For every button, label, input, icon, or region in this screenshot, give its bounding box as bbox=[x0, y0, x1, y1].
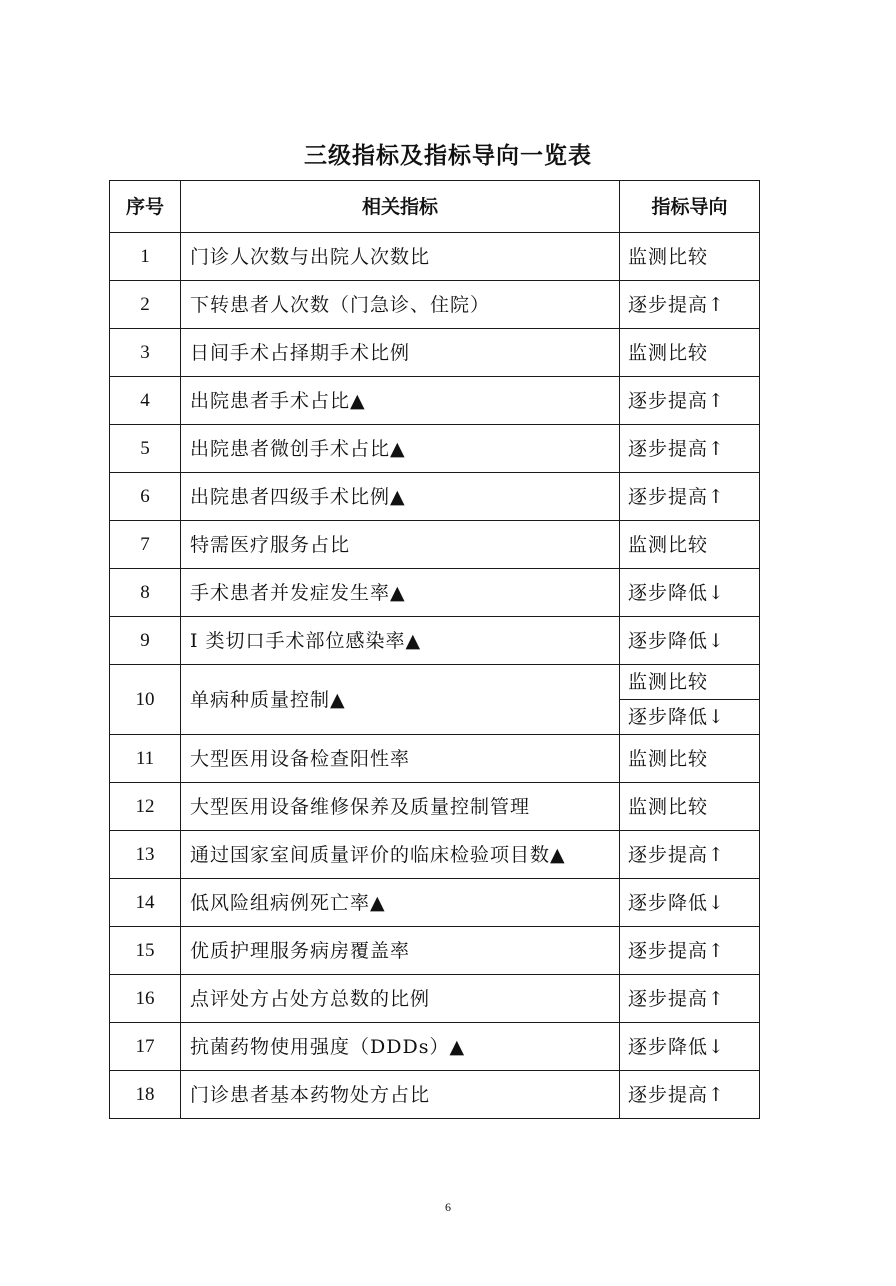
row-indicator: 门诊人次数与出院人次数比 bbox=[181, 233, 620, 281]
row-seq: 4 bbox=[110, 377, 181, 425]
indicator-table-body bbox=[110, 181, 760, 1119]
row-direction: 逐步提高↑ bbox=[620, 975, 760, 1023]
header-indicator: 相关指标 bbox=[181, 181, 620, 233]
table-row bbox=[110, 425, 760, 473]
row-indicator: 出院患者微创手术占比▲ bbox=[181, 425, 620, 473]
row-indicator: 大型医用设备检查阳性率 bbox=[181, 735, 620, 783]
row-indicator: 出院患者四级手术比例▲ bbox=[181, 473, 620, 521]
row-direction: 逐步降低↓ bbox=[620, 617, 760, 665]
row-seq: 8 bbox=[110, 569, 181, 617]
row-direction: 逐步降低↓ bbox=[620, 1023, 760, 1071]
table-row bbox=[110, 521, 760, 569]
table-row bbox=[110, 975, 760, 1023]
row-indicator: 特需医疗服务占比 bbox=[181, 521, 620, 569]
page-title: 三级指标及指标导向一览表 bbox=[304, 143, 592, 169]
row-seq: 10 bbox=[110, 665, 181, 735]
table-row bbox=[110, 281, 760, 329]
row-indicator: 手术患者并发症发生率▲ bbox=[181, 569, 620, 617]
row-direction: 监测比较 bbox=[620, 329, 760, 377]
row-indicator: 门诊患者基本药物处方占比 bbox=[181, 1071, 620, 1119]
row-indicator: 日间手术占择期手术比例 bbox=[181, 329, 620, 377]
row-indicator: 单病种质量控制▲ bbox=[181, 665, 620, 735]
header-direction: 指标导向 bbox=[620, 181, 760, 233]
table-row bbox=[110, 1023, 760, 1071]
table-row bbox=[110, 665, 760, 700]
row-direction: 逐步提高↑ bbox=[620, 831, 760, 879]
row-seq: 1 bbox=[110, 233, 181, 281]
row-direction: 逐步降低↓ bbox=[620, 879, 760, 927]
row-direction: 逐步提高↑ bbox=[620, 473, 760, 521]
row-direction: 监测比较 bbox=[620, 233, 760, 281]
row-indicator: I 类切口手术部位感染率▲ bbox=[181, 617, 620, 665]
page-number: 6 bbox=[445, 1200, 451, 1214]
row-direction: 逐步降低↓ bbox=[620, 569, 760, 617]
row-direction: 逐步提高↑ bbox=[620, 1071, 760, 1119]
row-direction: 监测比较 bbox=[620, 735, 760, 783]
row-direction: 逐步提高↑ bbox=[620, 377, 760, 425]
row-seq: 9 bbox=[110, 617, 181, 665]
row-direction: 逐步提高↑ bbox=[620, 425, 760, 473]
table-row bbox=[110, 329, 760, 377]
table-row bbox=[110, 377, 760, 425]
header-seq: 序号 bbox=[110, 181, 181, 233]
row-indicator: 点评处方占处方总数的比例 bbox=[181, 975, 620, 1023]
row-seq: 11 bbox=[110, 735, 181, 783]
row-direction: 逐步提高↑ bbox=[620, 281, 760, 329]
indicator-table bbox=[109, 180, 760, 1119]
row-seq: 15 bbox=[110, 927, 181, 975]
row-direction: 监测比较 bbox=[620, 783, 760, 831]
table-row bbox=[110, 879, 760, 927]
row-indicator: 低风险组病例死亡率▲ bbox=[181, 879, 620, 927]
row-seq: 13 bbox=[110, 831, 181, 879]
table-row bbox=[110, 927, 760, 975]
table-row bbox=[110, 617, 760, 665]
row-indicator: 下转患者人次数（门急诊、住院） bbox=[181, 281, 620, 329]
row-direction: 监测比较 bbox=[620, 665, 760, 700]
row-seq: 2 bbox=[110, 281, 181, 329]
row-seq: 12 bbox=[110, 783, 181, 831]
row-indicator: 大型医用设备维修保养及质量控制管理 bbox=[181, 783, 620, 831]
row-direction: 逐步提高↑ bbox=[620, 927, 760, 975]
row-seq: 18 bbox=[110, 1071, 181, 1119]
row-indicator: 优质护理服务病房覆盖率 bbox=[181, 927, 620, 975]
row-direction-secondary: 逐步降低↓ bbox=[620, 700, 760, 735]
row-seq: 3 bbox=[110, 329, 181, 377]
table-header-row bbox=[110, 181, 760, 233]
row-indicator: 通过国家室间质量评价的临床检验项目数▲ bbox=[181, 831, 620, 879]
table-row bbox=[110, 233, 760, 281]
table-row bbox=[110, 473, 760, 521]
row-seq: 5 bbox=[110, 425, 181, 473]
row-indicator: 抗菌药物使用强度（DDDs）▲ bbox=[181, 1023, 620, 1071]
row-direction: 监测比较 bbox=[620, 521, 760, 569]
table-row bbox=[110, 783, 760, 831]
table-row bbox=[110, 1071, 760, 1119]
row-seq: 17 bbox=[110, 1023, 181, 1071]
row-seq: 7 bbox=[110, 521, 181, 569]
table-row bbox=[110, 735, 760, 783]
table-row bbox=[110, 831, 760, 879]
row-seq: 14 bbox=[110, 879, 181, 927]
table-row bbox=[110, 569, 760, 617]
row-seq: 16 bbox=[110, 975, 181, 1023]
row-seq: 6 bbox=[110, 473, 181, 521]
row-indicator: 出院患者手术占比▲ bbox=[181, 377, 620, 425]
